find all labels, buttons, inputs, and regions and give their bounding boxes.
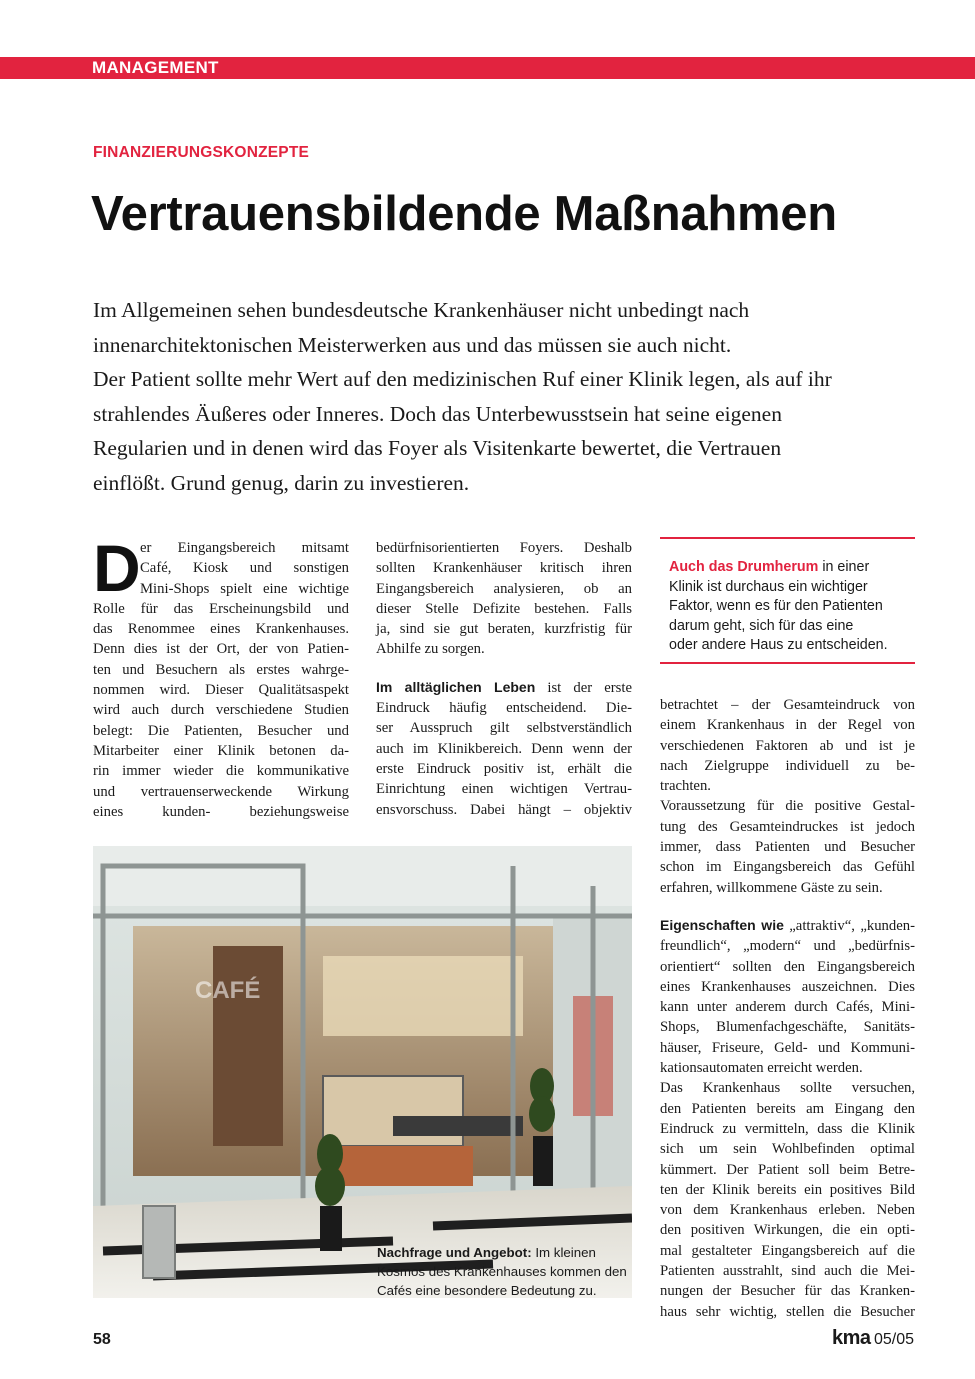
intro <box>93 293 923 500</box>
issue-number: 05/05 <box>874 1331 915 1348</box>
text-line: verschiedenen Faktoren ab und ist je <box>660 737 915 754</box>
text-line: ser Ausspruch gilt selbstverständlich <box>376 720 632 737</box>
text-line: dieser Stelle Defizite bestehen. Falls <box>376 600 632 617</box>
caption-lead: Nachfrage und Angebot: <box>377 1245 532 1260</box>
text-line: ensvorschuss. Dabei hängt – objektiv <box>376 801 632 818</box>
text-line: von dem Krankenhaus erleben. Neben <box>660 1202 915 1219</box>
text-line: nach Zielgruppe individuell zu be- <box>660 757 915 774</box>
photo-caption <box>377 1244 627 1300</box>
text-line: orientiert“ sollten den Eingangsbereich <box>660 958 915 975</box>
text-run: „attraktiv“, „kunden- <box>783 917 915 934</box>
intro-line: Im Allgemeinen sehen bundesdeutsche Krankenhäuser nicht unbedingt nach <box>93 298 750 322</box>
text-line: er Eingangsbereich mitsamt <box>140 540 349 556</box>
text-line: kümmert. Der Patient soll beim Betre- <box>660 1161 915 1178</box>
caption-line: Cafés eine besondere Bedeutung zu. <box>377 1282 597 1298</box>
text-line: eines Krankenhauses auszeichnen. Dies <box>660 978 915 995</box>
text-line: Mini-Shops spielt eine wichtige <box>140 580 349 597</box>
pull-quote-text <box>669 558 888 656</box>
intro-line: einflößt. Grund genug, darin zu investieren. <box>93 470 470 495</box>
text-line: bedürfnisorientierten Foyers. Deshalb <box>376 540 632 556</box>
text-line: erste Eindruck positiv ist, erhält die <box>376 760 632 777</box>
text-line: Einrichtung einen wichtigen Vertrau- <box>376 781 632 798</box>
pull-quote-line: darum geht, sich für das eine <box>669 617 854 634</box>
text-line <box>660 915 915 936</box>
text-line: nungen der Besucher für das Kranken- <box>660 1283 915 1300</box>
text-line: immer, dass Patienten und Besucher <box>660 839 915 856</box>
text-line: sollten Krankenhäuser kritisch ihren <box>376 560 632 577</box>
text-line: den Patienten bereits am Eingang den <box>660 1100 915 1117</box>
text-line: Rolle für das Erscheinungsbild und <box>93 600 349 617</box>
drop-cap: D <box>93 531 141 605</box>
kicker: FINANZIERUNGSKONZEPTE <box>93 144 310 161</box>
pull-quote <box>660 537 915 664</box>
text-line: Voraussetzung für die positive Gestal- <box>660 798 915 815</box>
text-line: wird auch durch verschiedene Studien <box>93 702 349 719</box>
pull-quote-lead: Auch das Drumherum <box>669 559 819 575</box>
pull-quote-line: Klinik ist durchaus ein wichtiger <box>669 578 868 595</box>
column-3 <box>660 695 915 1322</box>
text-line: Café, Kiosk und sonstigen <box>140 560 349 577</box>
text-line: schon im Eingangsbereich das Gefühl <box>660 859 915 876</box>
text-line: ten der Klinik bereits ein positives Bild <box>660 1181 915 1198</box>
page-number: 58 <box>93 1331 111 1348</box>
text-line: Abhilfe zu sorgen. <box>376 641 485 658</box>
text-line: auch im Klinikbereich. Denn wenn der <box>376 740 632 757</box>
text-line: erfahren, willkommene Gäste zu sein. <box>660 879 883 896</box>
text-line: betrachtet – der Gesamteindruck von <box>660 697 915 713</box>
text-run: Im kleinen <box>531 1245 596 1260</box>
cafe-sign: CAFÉ <box>195 977 261 1004</box>
text-line: ja, sind sie gut beraten, kurzfristig für <box>376 621 632 638</box>
text-line: Denn dies ist der Ort, der von Patien- <box>93 641 349 658</box>
intro-line: innenarchitektonischen Meisterwerken aus und das müssen sie auch nicht. <box>93 332 732 357</box>
section-label: MANAGEMENT <box>92 58 219 77</box>
section-bar <box>0 57 975 79</box>
text-line: Mitarbeiter einer Klinik betonen da- <box>93 742 349 759</box>
intro-line: strahlendes Äußeres oder Inneres. Doch das Unterbewusstsein hat seine eigenen <box>93 401 782 426</box>
text-line: kationsautomaten erreicht werden. <box>660 1060 863 1077</box>
paragraph-lead-in: Eigenschaften wie <box>660 916 784 933</box>
text-line: freundlich“, „modern“ und „bedürfnis- <box>660 938 915 955</box>
text-line: eines kunden- beziehungsweise <box>93 803 349 820</box>
text-line: einem Krankenhaus in der Regel von <box>660 717 915 734</box>
text-line: nommen wird. Dieser Qualitätsaspekt <box>93 682 349 699</box>
column-1 <box>93 538 349 822</box>
text-line: Das Krankenhaus sollte versuchen, <box>660 1080 915 1097</box>
headline: Vertrauensbildende Maßnahmen <box>91 187 837 241</box>
paragraph-lead-in: Im alltäglichen Leben <box>376 678 536 695</box>
text-run: in einer <box>818 559 870 575</box>
pull-quote-line: Faktor, wenn es für den Patienten <box>669 598 883 614</box>
text-line: Shops, Blumenfachgeschäfte, Sanitäts- <box>660 1019 915 1036</box>
text-line: belegt: Die Patienten, Besucher und <box>93 722 349 739</box>
cafe-entrance-photo <box>93 846 632 1298</box>
text-line: trachten. <box>660 778 711 795</box>
text-line: kann unter anderem durch Cafés, Mini- <box>660 999 915 1016</box>
text-line: das Renommee eines Krankenhauses. <box>93 621 349 638</box>
column-2 <box>376 538 632 820</box>
text-line: Patienten ausstrahlt, sind auch die Mei- <box>660 1263 915 1280</box>
intro-line: Regularien und in denen wird das Foyer als Visitenkarte bewertet, die Vertrauen <box>93 436 782 460</box>
text-line: tung des Gesamteindruckes ist jedoch <box>660 818 915 835</box>
magazine-logo: kma <box>832 1327 871 1349</box>
text-line: Eindruck zu vermitteln, dass die Klinik <box>660 1120 915 1137</box>
text-run: ist der erste <box>535 679 632 696</box>
text-line <box>376 677 632 698</box>
intro-line: Der Patient sollte mehr Wert auf den medizinischen Ruf einer Klinik legen, als auf ihr <box>93 367 832 391</box>
pull-quote-line: oder andere Haus zu entscheiden. <box>669 637 888 653</box>
text-line: mal gestalteter Eingangsbereich auf die <box>660 1242 915 1259</box>
text-line: und vertrauenserweckende Wirkung <box>93 783 349 800</box>
text-line: rin immer wieder die kommunikative <box>93 763 349 780</box>
text-line: sich um sein Wohlbefinden optimal <box>660 1141 915 1158</box>
text-line: häuser, Friseure, Geld- und Kommuni- <box>660 1039 915 1056</box>
text-line: haus sehr wichtig, stellen die Besucher <box>660 1303 915 1320</box>
caption-line: Kosmos des Krankenhauses kommen den <box>377 1263 627 1279</box>
text-line: ten und Besuchern als erstes wahrge- <box>93 661 349 678</box>
text-line: den positiven Wirkungen, die ein opti- <box>660 1222 915 1239</box>
text-line: Eindruck häufig entscheidend. Die- <box>376 700 632 717</box>
text-line: Eingangsbereich analysieren, ob an <box>376 580 632 597</box>
